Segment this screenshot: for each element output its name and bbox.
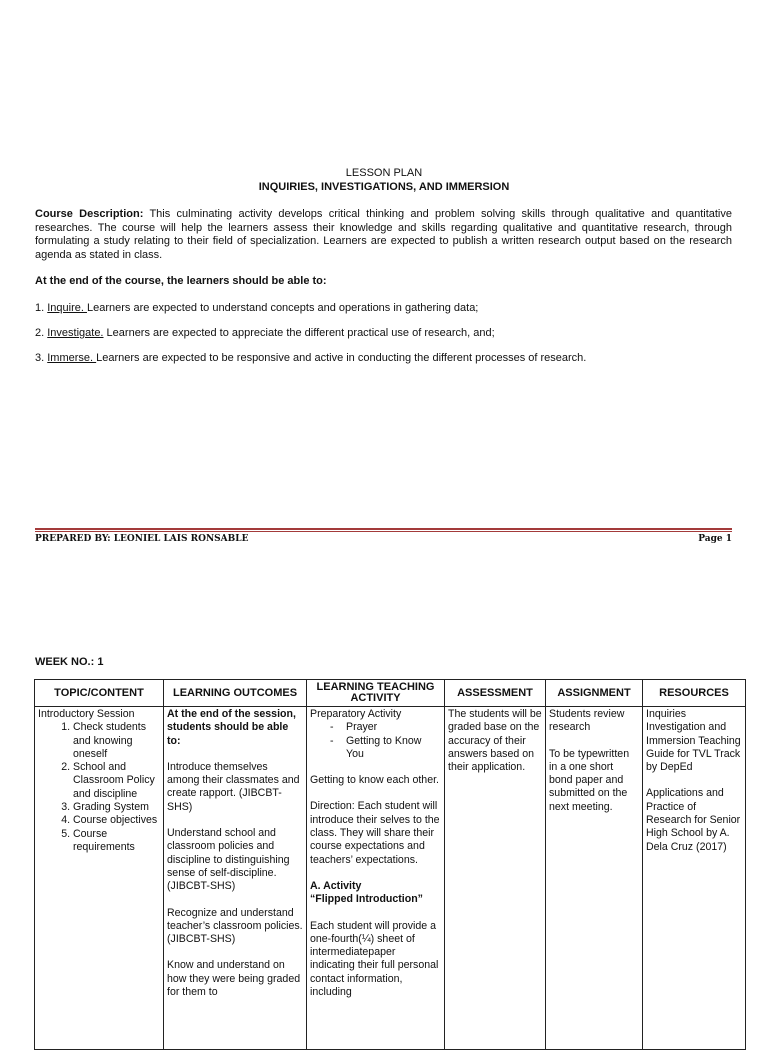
assignment-text: Students review research xyxy=(549,708,625,734)
goal-text: Learners are expected to understand concepts and operations in gathering data; xyxy=(86,302,479,314)
course-title: INQUIRIES, INVESTIGATIONS, AND IMMERSION xyxy=(258,181,510,193)
footer-divider xyxy=(35,528,732,530)
header-resources: RESOURCES xyxy=(643,680,746,707)
list-item: - Getting to Know You xyxy=(310,735,441,762)
header-outcomes: LEARNING OUTCOMES xyxy=(164,680,307,707)
cell-topic xyxy=(35,707,164,1050)
prepared-by: PREPARED BY: LEONIEL LAIS RONSABLE xyxy=(35,534,249,544)
cell-activity xyxy=(307,707,445,1050)
page-number: Page 1 xyxy=(698,534,732,544)
week-number: WEEK NO.: 1 xyxy=(35,656,104,668)
header-assignment: ASSIGNMENT xyxy=(546,680,643,707)
footer-divider-thin xyxy=(35,531,732,532)
goal-number: 1. xyxy=(35,302,48,314)
assessment-text: The students will be graded base on the accuracy of their answers based on their application. xyxy=(448,708,542,774)
goal-item-investigate xyxy=(35,327,495,339)
list-item: 4. Course objectives xyxy=(73,814,160,827)
table-row xyxy=(35,707,746,1050)
table-header-row xyxy=(35,680,746,707)
goal-item-immerse xyxy=(35,352,586,364)
goal-term: Immerse. xyxy=(47,352,97,364)
lesson-plan-table xyxy=(34,679,746,1050)
header-assessment: ASSESSMENT xyxy=(445,680,546,707)
topic-title: Introductory Session xyxy=(38,708,135,720)
cell-resources xyxy=(643,707,746,1050)
cell-assignment xyxy=(546,707,643,1050)
outcomes-heading: At the end of the course, the learners should be able to: xyxy=(35,275,327,287)
assignment-text: To be typewritten in a one short bond paper and submitted on the next meeting. xyxy=(549,747,630,813)
activity-name: “Flipped Introduction” xyxy=(310,893,423,906)
header-activity: LEARNING TEACHING ACTIVITY xyxy=(307,680,445,707)
course-description-label: Course Description: xyxy=(35,208,144,220)
list-item: 5. Course requirements xyxy=(73,828,160,855)
activity-label: A. Activity xyxy=(310,879,362,892)
activity-direction: Direction: Each student will introduce their selves to the class. They will share their course expectations and teachers’ expectations. xyxy=(310,800,440,866)
goal-item-inquire xyxy=(35,302,478,314)
outcome-item: Know and understand on how they were being graded for them to xyxy=(167,959,301,999)
activity-paragraph: Getting to know each other. xyxy=(310,774,439,787)
outcomes-lead: At the end of the session, students should be able to: xyxy=(167,708,296,747)
goal-text: Learners are expected to be responsive and active in conducting the different processes of research. xyxy=(96,352,587,364)
goal-number: 3. xyxy=(35,352,48,364)
activity-paragraph: Each student will provide a one-fourth(¼) sheet of intermediatepaper indicating their full personal contact information, including xyxy=(310,919,439,999)
topic-list xyxy=(38,721,160,854)
goal-number: 2. xyxy=(35,327,48,339)
outcome-item: Recognize and understand teacher’s classroom policies. (JIBCBT-SHS) xyxy=(167,906,303,946)
goal-text: Learners are expected to appreciate the different practical use of research, and; xyxy=(103,327,495,339)
preparatory-list xyxy=(310,721,441,761)
resource-item: Inquiries Investigation and Immersion Teaching Guide for TVL Track by DepEd xyxy=(646,708,741,774)
list-item: - Prayer xyxy=(310,721,441,734)
list-item: 2. School and Classroom Policy and discipline xyxy=(73,761,160,801)
cell-assessment xyxy=(445,707,546,1050)
goal-term: Inquire. xyxy=(47,302,87,314)
goal-term: Investigate. xyxy=(47,327,104,339)
outcome-item: Understand school and classroom policies and discipline to distinguishing sense of self-discipline. (JIBCBT-SHS) xyxy=(167,827,290,893)
resource-item: Applications and Practice of Research for Senior High School by A. Dela Cruz (2017) xyxy=(646,787,741,853)
cell-outcomes xyxy=(164,707,307,1050)
header-topic: TOPIC/CONTENT xyxy=(35,680,164,707)
course-description xyxy=(35,208,732,262)
course-description-text: This culminating activity develops critical thinking and problem solving skills through qualitative and quantitative researches. The course will help the learners assess their knowledge and skills regarding qualitative and quantitative research, through formulating a study relating to their field of specialization. Learners are expected to publish a written research output based on the research agenda as stated in class. xyxy=(35,208,732,261)
lesson-plan-title: LESSON PLAN xyxy=(345,167,423,179)
list-item: 1. Check students and knowing oneself xyxy=(73,721,160,761)
list-item: 3. Grading System xyxy=(73,801,160,814)
outcome-item: Introduce themselves among their classmates and create rapport. (JIBCBT-SHS) xyxy=(167,760,300,813)
preparatory-label: Preparatory Activity xyxy=(310,708,402,720)
